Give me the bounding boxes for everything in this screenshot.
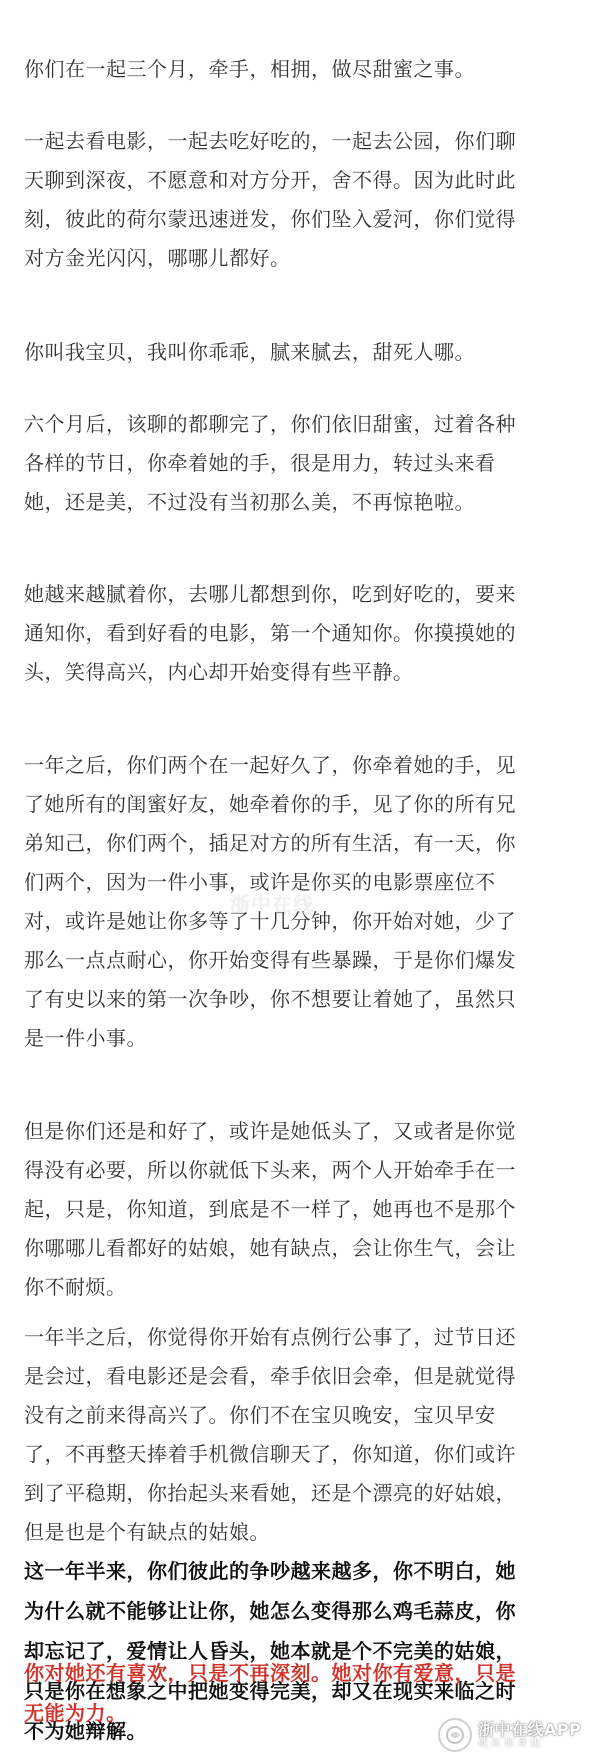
paragraph-4: 六个月后，该聊的都聊完了，你们依旧甜蜜，过着各种 各样的节日，你牵着她的手，很是用力，转过头来看 她，还是美，不过没有当初那么美，不再惊艳啦。 [24, 412, 516, 514]
paragraph-1: 你们在一起三个月，牵手，相拥，做尽甜蜜之事。 [24, 57, 475, 81]
closing-highlight-paragraph: 你对她还有喜欢，只是不再深刻。她对你有爱意，只是 无能为力。 [24, 1661, 516, 1725]
watermark-subtitle: 就在你身边 [478, 1738, 543, 1750]
paragraph-7: 但是你们还是和好了，或许是她低头了，又或者是你觉 得没有必要，所以你就低下头来，两个人开始牵手在一 起，只是，你知道，到底是不一样了，她再也不是那个 你哪哪儿看都好的姑娘，她有缺点，会让你生气，会让 你不耐烦。 [24, 1119, 516, 1299]
paragraph-2: 一起去看电影，一起去吃好吃的，一起去公园，你们聊 天聊到深夜，不愿意和对方分开，舍不得。因为此时此 刻，彼此的荷尔蒙迅速迸发，你们坠入爱河，你们觉得 对方金光闪闪，哪哪儿都好。 [24, 129, 516, 270]
watermark-title: 浙中在线APP [478, 1719, 582, 1739]
app-watermark [438, 1712, 594, 1758]
paragraph-8: 一年半之后，你觉得你开始有点例行公事了，过节日还 是会过，看电影还是会看，牵手依旧会牵，但是就觉得 没有之前来得高兴了。你们不在宝贝晚安，宝贝早安 了，不再整天捧着手机微信聊天了，你知道，你们或许 到了平稳期，你抬起头来看她，还是个漂亮的好姑娘， 但是也是个有缺点的姑娘。 [24, 1325, 516, 1544]
zhezhong-logo-icon [438, 1718, 472, 1752]
paragraph-6: 一年之后，你们两个在一起好久了，你牵着她的手，见 了她所有的闺蜜好友，她牵着你的手，见了你的所有兄 弟知己，你们两个，插足对方的所有生活，有一天，你 们两个，因为一件小事，或许是你买的电影票座位不 对，或许是她让你多等了十几分钟，你开始对她，少了 那么一点点耐心，你开始变得有些暴躁，于是你们爆发 了有史以来的第一次争吵，你不想要让着她了，虽然只 是一件小事。 [24, 753, 516, 1050]
paragraph-3: 你叫我宝贝，我叫你乖乖，腻来腻去，甜死人哪。 [24, 340, 475, 364]
paragraph-5: 她越来越腻着你，去哪儿都想到你，吃到好吃的，要来 通知你，看到好看的电影，第一个通知你。你摸摸她的 头，笑得高兴，内心却开始变得有些平静。 [24, 582, 516, 684]
center-watermark: 浙中在线 [230, 892, 314, 916]
paragraph-9: 这一年半来，你们彼此的争吵越来越多，你不明白，她 为什么就不能够让让你，她怎么变得那么鸡毛蒜皮，你 却忘记了，爱情让人昏头，她本就是个不完美的姑娘， 只是你在想象之中把她变得完美，却又在现实来临之时 不为她辩解。 [24, 1559, 516, 1743]
